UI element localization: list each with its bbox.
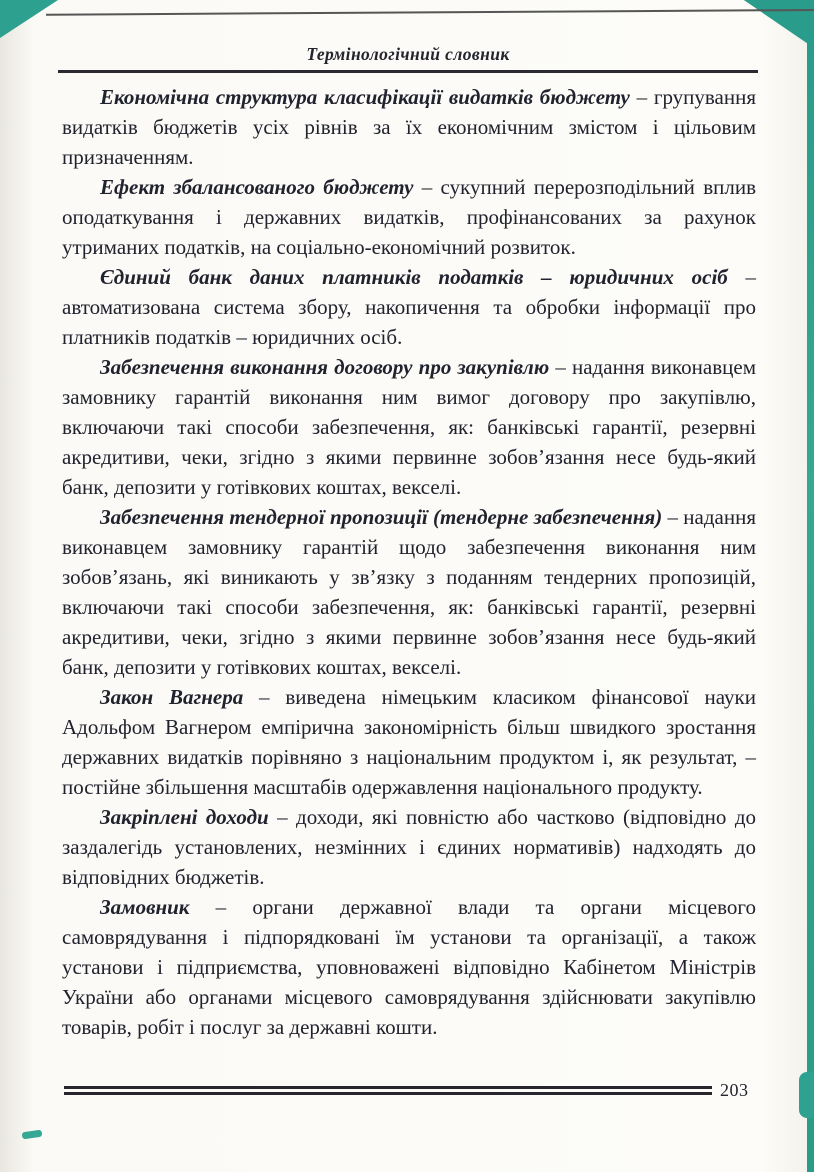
header-rule [58, 70, 758, 73]
glossary-term: Ефект збалансованого бюджету [100, 175, 414, 199]
glossary-definition: – виведена німецьким класиком фінансової науки Адольфом Вагнером емпірична закономірність більш швидкого зростання державних видатків порівняно з національним продуктом і, як результат, – постійне збільшення масштабів одержавлення національного продукту. [62, 685, 756, 799]
glossary-entry [62, 802, 756, 892]
page-footer [64, 1080, 749, 1101]
glossary-text-block [62, 82, 756, 1042]
glossary-entry [62, 262, 756, 352]
glossary-definition: – доходи, які повністю або частково (відповідно до заздалегідь установлених, незмінних і єдиних нормативів) надходять до відповідних бюджетів. [62, 805, 757, 889]
page-number: 203 [720, 1080, 749, 1100]
glossary-definition: – автоматизована система збору, накопичення та обробки інформації про платників податків – юридичних осіб. [62, 265, 757, 349]
page-header [58, 44, 758, 73]
scan-artifact-bottom-left [22, 1130, 43, 1140]
glossary-definition: – надання виконавцем замовнику гарантій щодо забезпечення виконання ним зобов’язань, які виникають у зв’язку з поданням тендерних пропозицій, включаючи такі способи забезпечення, як: банківські гарантії, резервні акредитиви, чеки, згідно з якими первинне зобов’язання несе будь-який банк, депозити у готівкових коштах, векселі. [62, 505, 757, 679]
glossary-definition: – надання виконавцем замовнику гарантій виконання ним вимог договору про закупівлю, включаючи такі способи забезпечення, як: банківські гарантії, резервні акредитиви, чеки, згідно з якими первинне зобов’язання несе будь-який банк, депозити у готівкових коштах, векселі. [62, 355, 756, 499]
glossary-term: Забезпечення тендерної пропозиції (тендерне забезпечення) [100, 505, 663, 529]
glossary-entry [62, 172, 756, 262]
glossary-entry [62, 892, 756, 1042]
glossary-entry [62, 682, 756, 802]
running-header-title: Термінологічний словник [306, 44, 510, 64]
scan-artifact-right-edge-bottom [799, 1072, 814, 1118]
glossary-term: Забезпечення виконання договору про закупівлю [100, 355, 550, 379]
page-top-edge-shadow [46, 9, 814, 16]
footer-double-rule [64, 1086, 712, 1095]
glossary-entry [62, 352, 756, 502]
glossary-term: Єдиний банк даних платників податків – юридичних осіб [100, 265, 728, 289]
glossary-entry [62, 82, 756, 172]
glossary-term: Економічна структура класифікації видатків бюджету [100, 85, 630, 109]
glossary-entry [62, 502, 756, 682]
glossary-term: Закон Вагнера [100, 685, 244, 709]
glossary-definition: – групування видатків бюджетів усіх рівнів за їх економічним змістом і цільовим призначенням. [62, 85, 756, 169]
glossary-definition: – органи державної влади та органи місцевого самоврядування і підпорядковані їм установи та організації, а також установи і підприємства, уповноважені відповідно Кабінетом Міністрів України або органами місцевого самоврядування здійснювати закупівлю товарів, робіт і послуг за державні кошти. [62, 895, 756, 1039]
glossary-definition: – сукупний перерозподільний вплив оподаткування і державних видатків, профінансованих за рахунок утриманих податків, на соціально-економічний розвиток. [62, 175, 756, 259]
scan-artifact-corner-top-right [736, 0, 814, 48]
scan-artifact-corner-top-left [0, 0, 58, 38]
glossary-term: Замовник [100, 895, 190, 919]
glossary-term: Закріплені доходи [100, 805, 269, 829]
scan-artifact-right-edge [807, 36, 814, 1172]
